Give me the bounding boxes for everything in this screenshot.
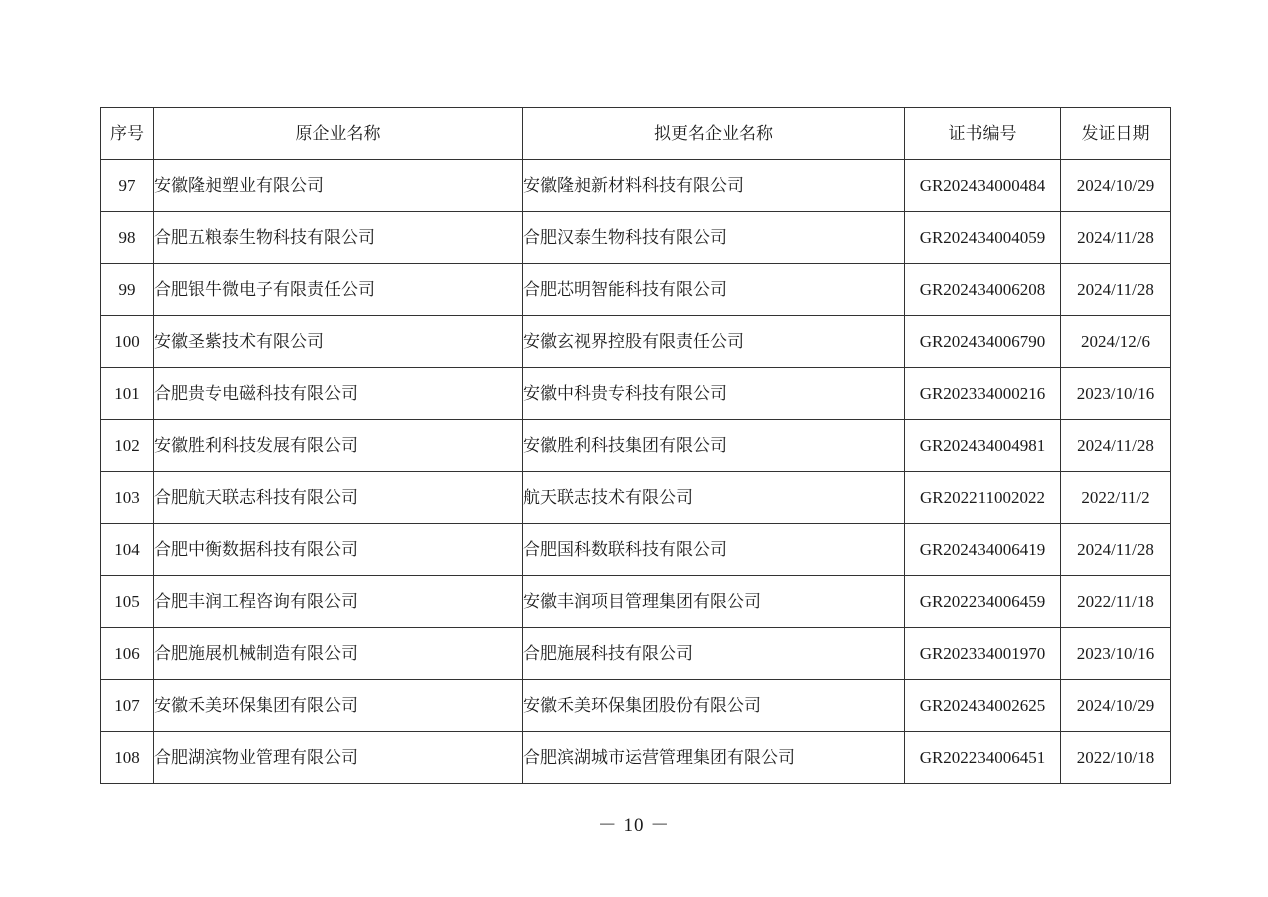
cell-new-name: 合肥施展科技有限公司 (523, 628, 905, 680)
cell-issue-date: 2024/11/28 (1061, 264, 1171, 316)
cell-issue-date: 2022/10/18 (1061, 732, 1171, 784)
table-row (101, 160, 1171, 212)
cell-issue-date: 2023/10/16 (1061, 368, 1171, 420)
cell-new-name: 航天联志技术有限公司 (523, 472, 905, 524)
company-rename-table (100, 107, 1171, 784)
cell-seq: 98 (101, 212, 154, 264)
cell-new-name: 合肥芯明智能科技有限公司 (523, 264, 905, 316)
cell-new-name: 安徽禾美环保集团股份有限公司 (523, 680, 905, 732)
cell-seq: 104 (101, 524, 154, 576)
cell-issue-date: 2022/11/2 (1061, 472, 1171, 524)
table-row (101, 576, 1171, 628)
cell-seq: 99 (101, 264, 154, 316)
table-header-row (101, 108, 1171, 160)
cell-cert-no: GR202434006208 (905, 264, 1061, 316)
cell-original-name: 安徽禾美环保集团有限公司 (154, 680, 523, 732)
cell-cert-no: GR202434004981 (905, 420, 1061, 472)
cell-seq: 102 (101, 420, 154, 472)
cell-new-name: 安徽丰润项目管理集团有限公司 (523, 576, 905, 628)
page-number: － 10 － (597, 815, 671, 836)
cell-cert-no: GR202434006419 (905, 524, 1061, 576)
cell-seq: 103 (101, 472, 154, 524)
cell-original-name: 安徽隆昶塑业有限公司 (154, 160, 523, 212)
table-row (101, 732, 1171, 784)
cell-new-name: 合肥国科数联科技有限公司 (523, 524, 905, 576)
table-row (101, 472, 1171, 524)
cell-seq: 108 (101, 732, 154, 784)
header-seq: 序号 (101, 108, 154, 160)
cell-issue-date: 2024/11/28 (1061, 212, 1171, 264)
cell-seq: 101 (101, 368, 154, 420)
header-issue-date: 发证日期 (1061, 108, 1171, 160)
cell-original-name: 合肥湖滨物业管理有限公司 (154, 732, 523, 784)
cell-cert-no: GR202434002625 (905, 680, 1061, 732)
cell-cert-no: GR202334001970 (905, 628, 1061, 680)
cell-issue-date: 2024/10/29 (1061, 680, 1171, 732)
cell-original-name: 合肥五粮泰生物科技有限公司 (154, 212, 523, 264)
cell-cert-no: GR202334000216 (905, 368, 1061, 420)
cell-original-name: 安徽圣紫技术有限公司 (154, 316, 523, 368)
table-row (101, 212, 1171, 264)
cell-original-name: 合肥丰润工程咨询有限公司 (154, 576, 523, 628)
cell-seq: 107 (101, 680, 154, 732)
cell-seq: 105 (101, 576, 154, 628)
cell-issue-date: 2024/11/28 (1061, 524, 1171, 576)
cell-issue-date: 2024/11/28 (1061, 420, 1171, 472)
cell-issue-date: 2024/10/29 (1061, 160, 1171, 212)
cell-issue-date: 2023/10/16 (1061, 628, 1171, 680)
table-row (101, 524, 1171, 576)
cell-issue-date: 2024/12/6 (1061, 316, 1171, 368)
cell-seq: 106 (101, 628, 154, 680)
cell-original-name: 合肥银牛微电子有限责任公司 (154, 264, 523, 316)
cell-original-name: 合肥航天联志科技有限公司 (154, 472, 523, 524)
cell-cert-no: GR202234006459 (905, 576, 1061, 628)
table-body (101, 160, 1171, 784)
table-row (101, 680, 1171, 732)
header-original-name: 原企业名称 (154, 108, 523, 160)
cell-original-name: 合肥贵专电磁科技有限公司 (154, 368, 523, 420)
cell-seq: 100 (101, 316, 154, 368)
cell-new-name: 合肥滨湖城市运营管理集团有限公司 (523, 732, 905, 784)
cell-cert-no: GR202211002022 (905, 472, 1061, 524)
cell-cert-no: GR202434006790 (905, 316, 1061, 368)
cell-cert-no: GR202434000484 (905, 160, 1061, 212)
cell-new-name: 安徽隆昶新材料科技有限公司 (523, 160, 905, 212)
table-row (101, 628, 1171, 680)
cell-cert-no: GR202434004059 (905, 212, 1061, 264)
table-row (101, 368, 1171, 420)
cell-issue-date: 2022/11/18 (1061, 576, 1171, 628)
table-row (101, 420, 1171, 472)
cell-new-name: 安徽玄视界控股有限责任公司 (523, 316, 905, 368)
cell-cert-no: GR202234006451 (905, 732, 1061, 784)
cell-new-name: 合肥汉泰生物科技有限公司 (523, 212, 905, 264)
cell-new-name: 安徽中科贵专科技有限公司 (523, 368, 905, 420)
cell-original-name: 安徽胜利科技发展有限公司 (154, 420, 523, 472)
cell-seq: 97 (101, 160, 154, 212)
cell-new-name: 安徽胜利科技集团有限公司 (523, 420, 905, 472)
table-row (101, 264, 1171, 316)
cell-original-name: 合肥中衡数据科技有限公司 (154, 524, 523, 576)
header-cert-no: 证书编号 (905, 108, 1061, 160)
header-new-name: 拟更名企业名称 (523, 108, 905, 160)
table-row (101, 316, 1171, 368)
cell-original-name: 合肥施展机械制造有限公司 (154, 628, 523, 680)
